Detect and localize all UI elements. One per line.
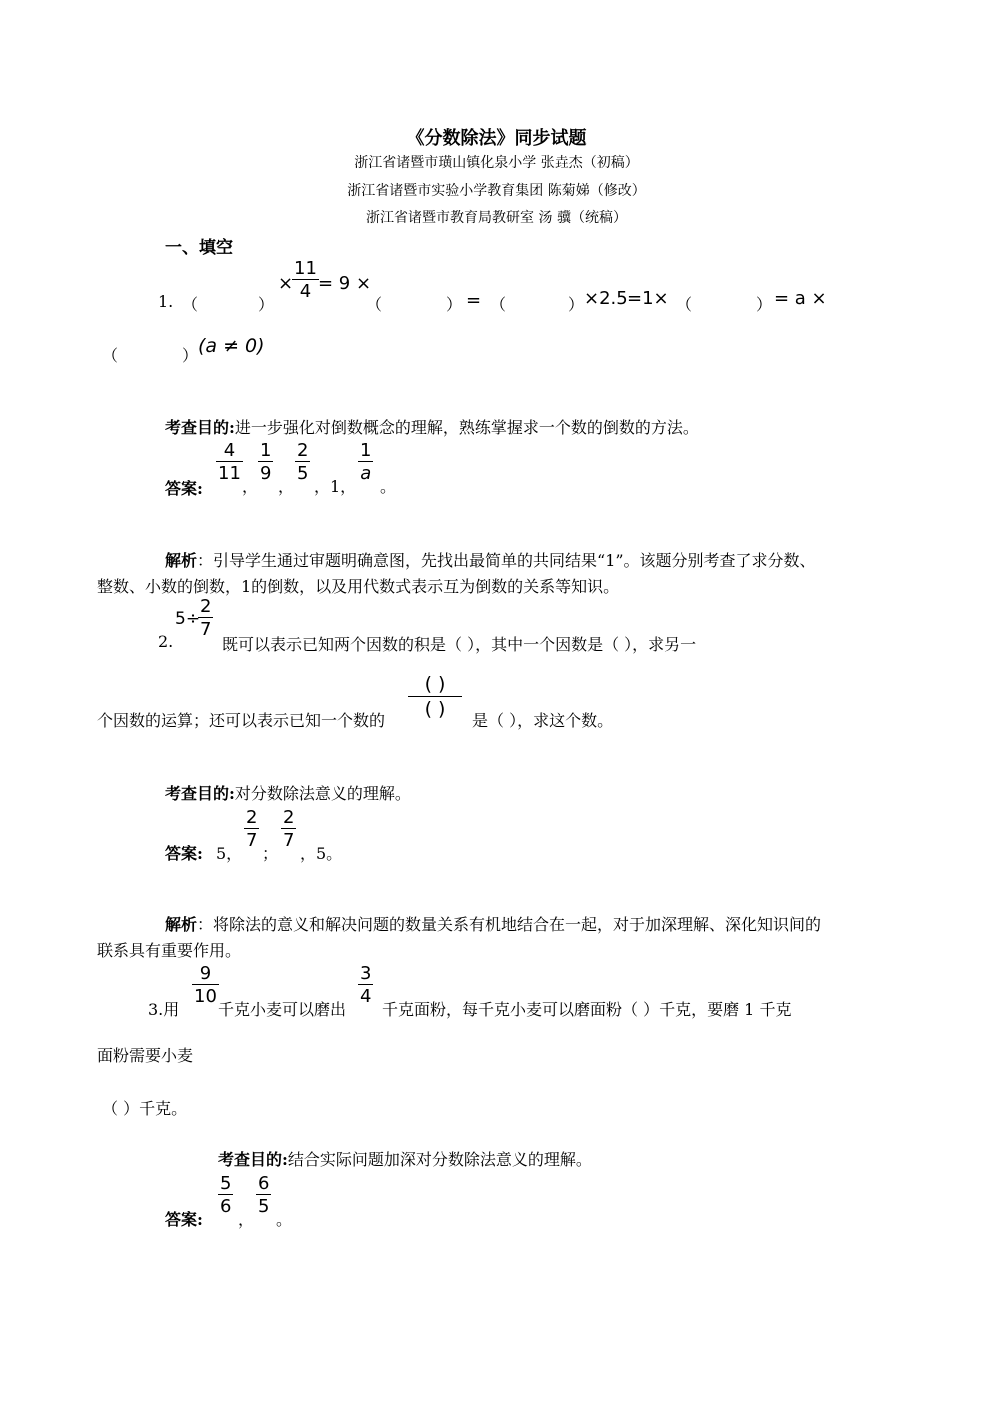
q3-prefix: 3.用 <box>148 1000 180 1019</box>
q3-answer-label: 答案: <box>165 1210 203 1229</box>
q3-purpose-text: 结合实际问题加深对分数除法意义的理解。 <box>287 1150 592 1169</box>
q1-answer-frac-2 <box>258 441 273 484</box>
q3-mid-1: 千克小麦可以磨出 <box>218 1000 347 1019</box>
q2-blank-fraction-num: ( ) <box>424 673 446 695</box>
q2-analysis-label: 解析 <box>165 915 198 934</box>
q1-fraction-den: 4 <box>292 279 319 302</box>
q3-answer-frac-2-num: 6 <box>258 1173 270 1194</box>
q2-answer-frac-1-den: 7 <box>246 830 258 851</box>
q3-answer-frac-2-den: 5 <box>258 1196 270 1217</box>
q2-answer-frac-2-den: 7 <box>283 830 295 851</box>
q2-expr-fraction <box>198 597 213 640</box>
q2-analysis-line-1 <box>165 912 821 935</box>
author-line-2: 浙江省诸暨市实验小学教育集团 陈菊娣（修改） <box>347 183 646 199</box>
q2-purpose <box>165 781 411 804</box>
q1-times: × <box>278 273 294 294</box>
q3-answer-frac-2 <box>256 1174 271 1217</box>
q1-answer-frac-4-den: a <box>358 461 373 484</box>
q2-line-2b: 是（ ），求这个数。 <box>472 711 614 730</box>
q2-purpose-text: 对分数除法意义的理解。 <box>234 784 411 803</box>
q2-analysis-line-2: 联系具有重要作用。 <box>97 941 242 960</box>
q1-condition: (a ≠ 0) <box>198 335 265 357</box>
q2-expr-prefix: 5÷ <box>175 609 201 629</box>
q2-answer-sep: ； <box>262 844 279 863</box>
q1-purpose-label: 考查目的: <box>165 418 235 437</box>
q2-expr-frac-den: 7 <box>200 619 212 640</box>
q2-expr-frac-num: 2 <box>200 596 212 617</box>
q1-answer-frac-3-den: 5 <box>297 463 309 484</box>
q3-frac-1-num: 9 <box>199 963 212 984</box>
q3-purpose-label: 考查目的: <box>218 1150 288 1169</box>
q1-eq: = <box>466 290 482 311</box>
q1-answer-frac-1-num: 4 <box>223 440 236 461</box>
q2-analysis-text-1: ：将除法的意义和解决问题的数量关系有机地结合在一起，对于加深理解、深化知识间的 <box>197 915 822 934</box>
q1-paren-open-2: （ <box>366 295 383 314</box>
section-heading: 一、填空 <box>165 238 233 258</box>
q3-answer-frac-1 <box>218 1174 233 1217</box>
q2-purpose-label: 考查目的: <box>165 784 235 803</box>
q2-line-2a: 个因数的运算；还可以表示已知一个数的 <box>97 711 386 730</box>
q3-answer-end: 。 <box>276 1210 293 1229</box>
q3-answer-frac-1-num: 5 <box>220 1173 232 1194</box>
q3-answer-frac-1-den: 6 <box>220 1196 232 1217</box>
q1-analysis-line-1 <box>165 548 816 571</box>
q2-number: 2. <box>158 632 174 651</box>
q3-frac-2-den: 4 <box>360 986 372 1007</box>
q2-blank-fraction-den: ( ) <box>408 696 462 721</box>
q1-answer-frac-2-den: 9 <box>260 463 272 484</box>
q2-answer-frac-1-num: 2 <box>246 807 258 828</box>
q1-paren-close-3: ） <box>568 295 585 314</box>
q1-paren-open-1: （ <box>182 295 199 314</box>
q2-answer-frac-2 <box>281 808 296 851</box>
q1-analysis-text-1: ：引导学生通过审题明确意图，先找出最简单的共同结果“1”。该题分别考查了求分数、 <box>197 551 816 570</box>
q1-times-2-5: ×2.5 <box>584 288 628 309</box>
q2-blank-fraction <box>408 672 462 721</box>
q1-paren-open-5: （ <box>102 346 119 365</box>
q1-paren-open-4: （ <box>676 295 693 314</box>
q1-paren-close-2: ） <box>446 295 463 314</box>
q1-analysis-label: 解析 <box>165 551 198 570</box>
q1-answer-end: 。 <box>380 477 397 496</box>
q3-line-3: （ ）千克。 <box>102 1099 188 1118</box>
q1-paren-close-5: ） <box>182 346 199 365</box>
q1-eq-ax: = a × <box>774 288 827 309</box>
q1-answer-sep-1: ， <box>242 477 259 496</box>
q1-paren-close-4: ） <box>756 295 773 314</box>
q1-number: 1. <box>158 292 174 311</box>
q1-answer-frac-4 <box>358 441 373 484</box>
q1-analysis-line-2: 整数、小数的倒数，1的倒数，以及用代数式表示互为倒数的关系等知识。 <box>97 577 620 596</box>
q1-answer-frac-3 <box>295 441 310 484</box>
q1-answer-frac-1-den: 11 <box>218 463 241 484</box>
q3-line-2: 面粉需要小麦 <box>97 1046 194 1065</box>
q1-answer-one: ，1， <box>314 477 357 496</box>
q2-answer-label: 答案: <box>165 844 203 863</box>
q1-answer-frac-4-num: 1 <box>360 440 372 461</box>
q3-frac-2-num: 3 <box>360 963 372 984</box>
q2-answer-tail: ，5。 <box>300 844 343 863</box>
q3-fraction-1 <box>192 964 219 1007</box>
q1-answer-frac-3-num: 2 <box>297 440 309 461</box>
q3-answer-sep: ， <box>238 1210 255 1229</box>
author-line-3: 浙江省诸暨市教育局教研室 汤 骥（统稿） <box>366 210 627 226</box>
page-title: 《分数除法》同步试题 <box>406 128 587 149</box>
q1-paren-close-1: ） <box>258 295 275 314</box>
q1-eq-9x: = 9 × <box>318 273 372 294</box>
q1-answer-sep-2: ， <box>278 477 295 496</box>
q1-paren-open-3: （ <box>490 295 507 314</box>
q2-answer-frac-1 <box>244 808 259 851</box>
q2-answer-a: 5， <box>216 844 243 863</box>
q1-eq-1x: =1× <box>627 288 669 309</box>
q3-frac-1-den: 10 <box>194 986 217 1007</box>
q1-fraction-num: 11 <box>294 258 317 279</box>
q3-mid-2: 千克面粉，每千克小麦可以磨面粉（ ）千克，要磨 1 千克 <box>382 1000 792 1019</box>
q3-fraction-2 <box>358 964 373 1007</box>
author-line-1: 浙江省诸暨市璜山镇化泉小学 张垚杰（初稿） <box>354 155 639 171</box>
q3-purpose <box>218 1147 592 1170</box>
q2-answer-frac-2-num: 2 <box>283 807 295 828</box>
q1-purpose <box>165 415 699 438</box>
q1-answer-frac-2-num: 1 <box>260 440 272 461</box>
q1-purpose-text: 进一步强化对倒数概念的理解，熟练掌握求一个数的倒数的方法。 <box>234 418 699 437</box>
q1-answer-frac-1 <box>216 441 243 484</box>
q2-line-1: 既可以表示已知两个因数的积是（ ），其中一个因数是（ ），求另一 <box>222 635 697 654</box>
q1-answer-label: 答案: <box>165 479 203 498</box>
q1-fraction <box>292 259 319 302</box>
